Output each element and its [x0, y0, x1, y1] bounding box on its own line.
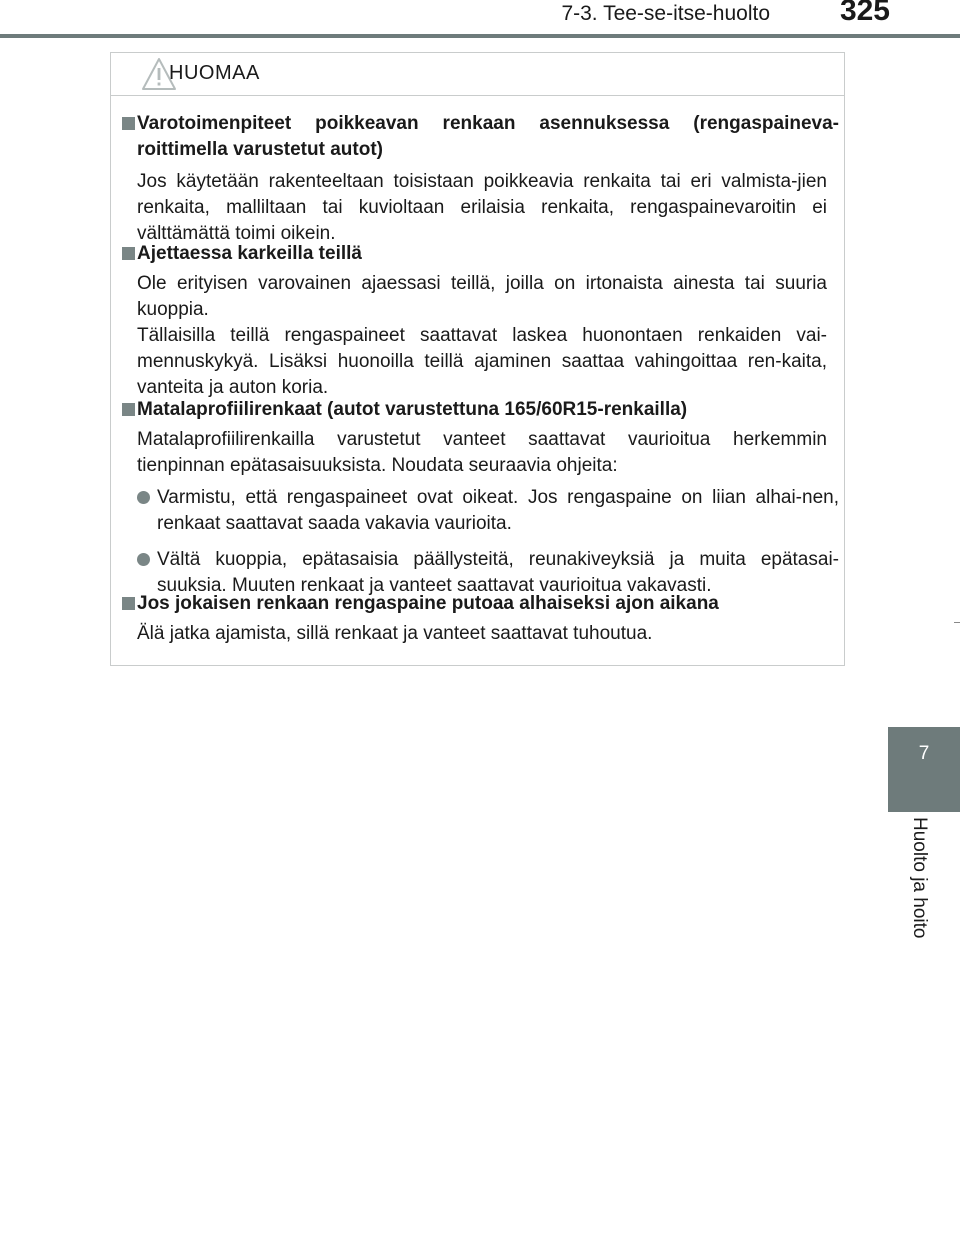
section-heading-text: Jos jokaisen renkaan rengaspaine putoaa alhaiseksi ajon aikana [137, 593, 719, 614]
section-heading [119, 111, 839, 163]
bullet-item [137, 485, 839, 537]
round-bullet-icon [137, 553, 150, 566]
header-rule [0, 34, 960, 38]
note-title: HUOMAA [169, 62, 260, 84]
note-header [111, 53, 844, 96]
section-heading [119, 591, 839, 617]
section-heading-text: Varotoimenpiteet poikkeavan renkaan asennuksessa (rengaspaineva-roittimella varustetut autot) [137, 113, 839, 160]
bullet-text: Varmistu, että rengaspaineet ovat oikeat. Jos rengaspaine on liian alhai-nen, renkaat saattavat saada vakavia vaurioita. [157, 487, 839, 534]
square-bullet-icon [122, 117, 135, 130]
section-heading [119, 241, 839, 267]
page-number: 325 [839, 0, 890, 27]
note-box [110, 52, 845, 666]
chapter-title: Huolto ja hoito [909, 817, 930, 939]
section-heading [119, 397, 839, 423]
square-bullet-icon [122, 247, 135, 260]
section-body: Ole erityisen varovainen ajaessasi teillä, joilla on irtonaista ainesta tai suuria kuoppia. [137, 273, 827, 320]
chapter-tab [888, 727, 960, 812]
section-body: Älä jatka ajamista, sillä renkaat ja vanteet saattavat tuhoutua. [137, 623, 653, 644]
square-bullet-icon [122, 403, 135, 416]
section-heading-text: Ajettaessa karkeilla teillä [137, 243, 362, 264]
margin-mark [954, 622, 960, 623]
square-bullet-icon [122, 597, 135, 610]
section-body: Matalaprofiilirenkailla varustetut vanteet saattavat vaurioitua herkemmin tienpinnan epätasaisuuksista. Noudata seuraavia ohjeita: [137, 429, 827, 476]
section-heading-text: Matalaprofiilirenkaat (autot varustettuna 165/60R15-renkailla) [137, 399, 688, 420]
chapter-number: 7 [918, 743, 930, 764]
section-body: Jos käytetään rakenteeltaan toisistaan poikkeavia renkaita tai eri valmista-jien renkaita, malliltaan tai kuvioltaan erilaisia renkaita, rengaspainevaroitin ei välttämättä toimi oikein. [137, 171, 827, 244]
bullet-text: Vältä kuoppia, epätasaisia päällysteitä, reunakiveyksiä ja muita epätasai-suuksia. Muuten renkaat ja vanteet saattavat vaurioitua vakavasti. [157, 549, 839, 596]
round-bullet-icon [137, 491, 150, 504]
header-section-title: 7-3. Tee-se-itse-huolto [561, 2, 770, 25]
section-body: Tällaisilla teillä rengaspaineet saattavat laskea huonontaen renkaiden vai-mennuskykyä. Lisäksi huonoilla teillä ajaminen saattaa vahingoittaa ren-kaita, vanteita ja auton koria. [137, 325, 827, 398]
